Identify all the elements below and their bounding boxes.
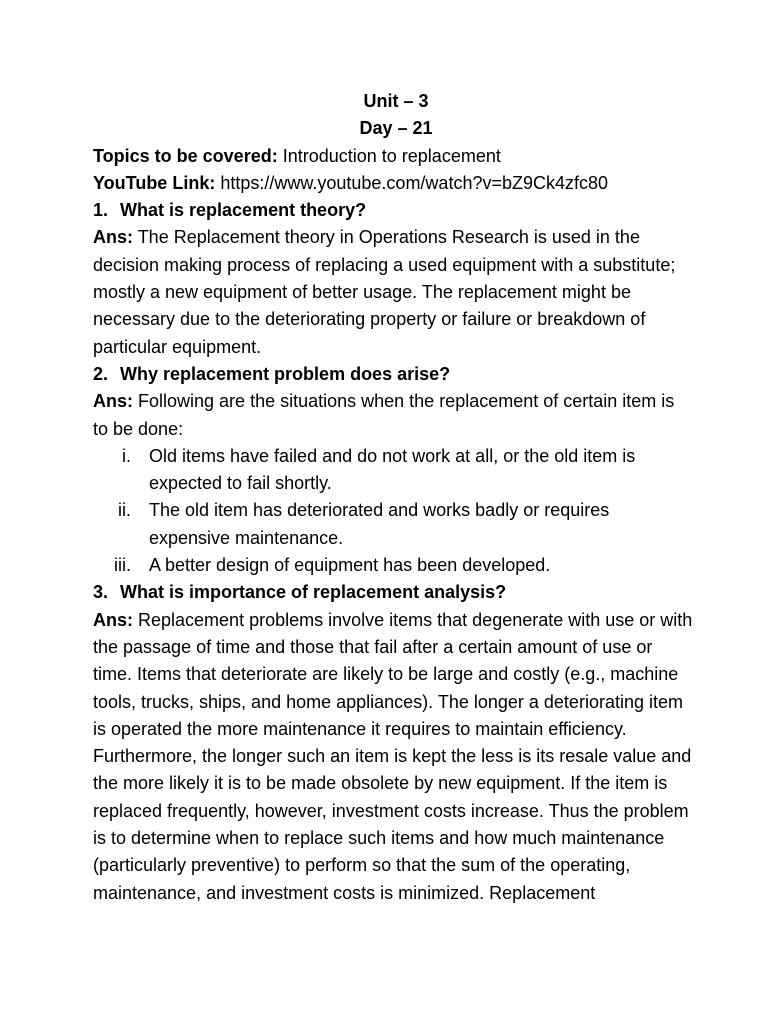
topics-label: Topics to be covered:: [93, 145, 278, 166]
answer-1-text: The Replacement theory in Operations Research is used in the decision making process of replacing a used equipment with a substitute; mostly a new equipment of better usage. The replacement might be necessary due to the deteriorating property or failure or breakdown of particular equipment.: [93, 227, 676, 357]
list-item-text: Old items have failed and do not work at all, or the old item is expected to fail shortly.: [149, 445, 636, 494]
list-item-text: The old item has deteriorated and works badly or requires expensive maintenance.: [149, 500, 610, 548]
youtube-link[interactable]: https://www.youtube.com/watch?v=bZ9Ck4zfc80: [220, 172, 609, 193]
list-item: [93, 443, 693, 498]
topics-value: Introduction to replacement: [282, 145, 501, 166]
youtube-label: YouTube Link:: [93, 172, 216, 193]
youtube-line: [93, 170, 693, 197]
list-item-text: A better design of equipment has been developed.: [149, 555, 551, 576]
answer-2: [93, 388, 693, 443]
answer-2-text: Following are the situations when the replacement of certain item is to be done:: [93, 391, 675, 439]
question-2-heading: [93, 361, 693, 388]
list-marker: ii.: [118, 500, 131, 521]
list-marker: iii.: [114, 555, 131, 576]
list-item: [93, 552, 693, 579]
question-3-text: What is importance of replacement analysis?: [120, 582, 507, 603]
unit-heading: Unit – 3: [363, 91, 429, 111]
list-marker: i.: [122, 445, 131, 466]
document-body: [93, 88, 693, 907]
answer-3-text: Replacement problems involve items that degenerate with use or with the passage of time and those that fail after a certain amount of use or time. Items that deteriorate are likely to be large and costly (e.g., machine tools, trucks, ships, and home appliances). The longer a deteriorating item is operated the more maintenance it requires to maintain efficiency. Furthermore, the longer such an item is kept the less is its resale value and the more likely it is to be made obsolete by new equipment. If the item is replaced frequently, however, investment costs increase. Thus the problem is to determine when to replace such items and how much maintenance (particularly preventive) to perform so that the sum of the operating, maintenance, and investment costs is minimized. Replacement: [93, 609, 693, 903]
answer-3-label: Ans:: [93, 609, 133, 630]
question-1-number: 1.: [93, 200, 109, 221]
answer-1: [93, 224, 693, 360]
answer-2-list: [93, 443, 693, 579]
question-2-number: 2.: [93, 363, 109, 384]
question-1-heading: [93, 197, 693, 224]
topics-line: [93, 143, 693, 170]
list-item: [93, 497, 693, 552]
answer-2-label: Ans:: [93, 391, 133, 412]
answer-1-label: Ans:: [93, 227, 133, 248]
question-3-heading: [93, 579, 693, 606]
answer-3: [93, 607, 693, 907]
question-2-text: Why replacement problem does arise?: [120, 363, 451, 384]
day-heading: Day – 21: [359, 118, 433, 139]
question-1-text: What is replacement theory?: [120, 200, 367, 221]
question-3-number: 3.: [93, 582, 109, 603]
